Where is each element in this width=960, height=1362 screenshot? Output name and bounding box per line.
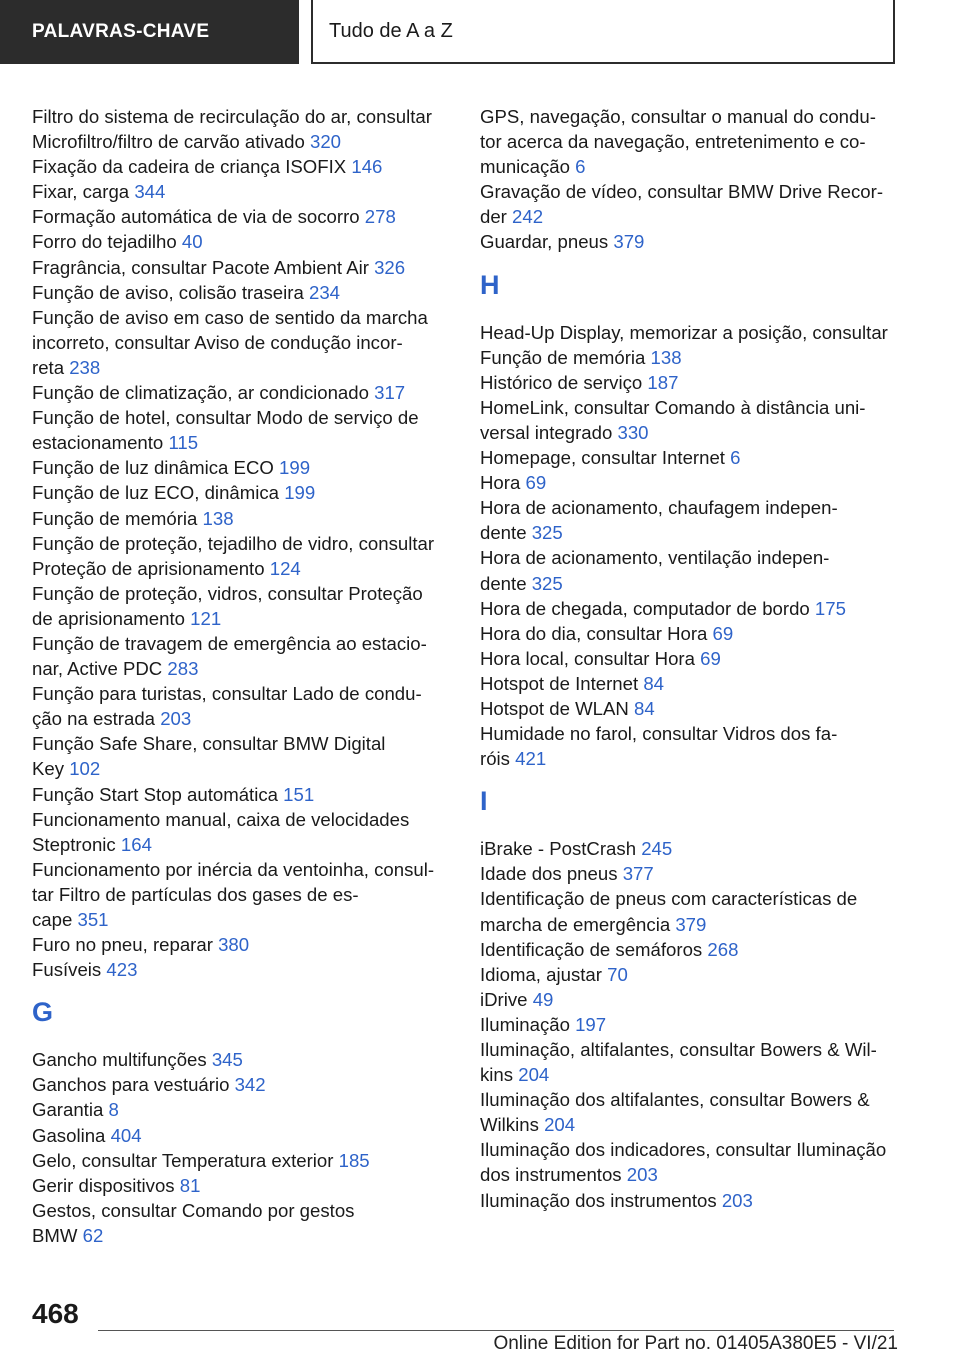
index-entry [32,581,450,631]
index-entry-term: Hora de acionamento, chaufagem indepen- [480,497,838,519]
index-entry-text [32,255,450,280]
index-entry-text [32,1123,450,1148]
index-entry [480,621,900,646]
page-reference-link[interactable]: 197 [575,1013,607,1035]
index-entry-term: iDrive [480,988,528,1010]
index-entry-text [32,606,450,631]
index-entry-text [480,345,900,370]
index-entry [32,807,450,857]
index-entry-text [480,1087,900,1112]
page-reference-link[interactable]: 421 [515,748,547,770]
index-entry [32,405,450,455]
index-entry-text [480,696,900,721]
index-entry-term: Funcionamento por inércia da ventoinha, consul- [32,858,435,880]
page-reference-link[interactable]: 49 [532,988,554,1010]
index-entry-text [32,907,450,932]
page-reference-link[interactable]: 6 [575,156,586,178]
index-entry [480,721,900,771]
index-entry-text [480,104,900,129]
index-entry-term: Hora do dia, consultar Hora [480,622,708,644]
index-entry [480,962,900,987]
index-entry-term: Gancho multifunções [32,1049,207,1071]
index-entry-text [32,1173,450,1198]
page-reference-link[interactable]: 234 [309,281,341,303]
index-entry-text [480,1137,900,1162]
index-entry-text [32,129,450,154]
index-entry-term: Iluminação dos instrumentos [480,1189,717,1211]
index-entry-term: Fixar, carga [32,181,130,203]
page-reference-link[interactable]: 138 [202,507,234,529]
index-column-right [480,104,900,1213]
index-entry [32,957,450,982]
page-reference-link[interactable]: 278 [364,206,396,228]
index-entry-text [480,912,900,937]
page-reference-link[interactable]: 203 [160,708,192,730]
index-entry [32,455,450,480]
index-entry-text [480,470,900,495]
index-entry-text [480,836,900,861]
index-entry-term: Função para turistas, consultar Lado de condu- [32,683,422,705]
index-entry [32,1047,450,1072]
index-entry-text [32,305,450,330]
index-entry-term: Gestos, consultar Comando por gestos [32,1199,355,1221]
index-entry-text [480,204,900,229]
index-entry-term: Iluminação, altifalantes, consultar Bowers & Wil- [480,1039,877,1060]
index-entry-text [480,420,900,445]
index-entry-term: Função de luz ECO, dinâmica [32,482,280,504]
index-entry-term: Gravação de vídeo, consultar BMW Drive Recor- [480,181,884,203]
index-entry [32,179,450,204]
index-entry-term: Gasolina [32,1124,106,1146]
page-reference-link[interactable]: 330 [617,421,649,443]
index-entry-term: Formação automática de via de socorro [32,206,360,228]
index-entry-term: ção na estrada [32,708,156,730]
index-entry-text [480,721,900,746]
page-reference-link[interactable]: 69 [712,622,734,644]
page-reference-link[interactable]: 175 [814,597,846,619]
index-entry-text [32,681,450,706]
index-column-left [32,104,450,1248]
index-entry-term: municação [480,156,570,178]
index-entry [32,1097,450,1122]
page-reference-link[interactable]: 187 [647,371,679,393]
index-entry-term: Hotspot de WLAN [480,697,629,719]
index-entry-text [480,129,900,154]
index-entry [32,1173,450,1198]
index-entry-text [480,154,900,179]
index-entry-term: Gelo, consultar Temperatura exterior [32,1149,334,1171]
page-reference-link[interactable]: 124 [269,557,301,579]
index-entry-term: incorreto, consultar Aviso de condução incor- [32,331,403,353]
index-entry [480,1037,900,1087]
index-entry [32,255,450,280]
index-entry-text [32,882,450,907]
index-entry-text [480,1112,900,1137]
index-entry-text [480,179,900,204]
section-title: Tudo de A a Z [311,0,895,64]
page-reference-link[interactable]: 121 [190,607,222,629]
index-entry-text [32,531,450,556]
index-entry-term: Iluminação dos indicadores, consultar Iluminação [480,1139,887,1161]
index-entry-text [480,746,900,771]
index-entry-text [480,445,900,470]
page-reference-link[interactable]: 379 [613,231,645,253]
page-reference-link[interactable]: 115 [168,432,199,454]
index-entry-term: de aprisionamento [32,607,185,629]
index-entry-text [480,962,900,987]
index-entry-term: Fusíveis [32,959,102,981]
index-entry-term: Hora [480,472,521,494]
index-entry-text [32,480,450,505]
index-entry-term: iBrake - PostCrash [480,838,637,860]
index-entry-text [480,1162,900,1187]
index-entry [480,987,900,1012]
index-entry-text [32,455,450,480]
index-entry-term: cape [32,909,73,930]
index-entry [32,1198,450,1248]
index-entry-term: Key [32,758,65,780]
page-reference-link[interactable]: 325 [531,572,563,594]
index-entry-term: der [480,206,507,228]
index-entry-text [32,631,450,656]
index-entry [480,1087,900,1137]
page-reference-link[interactable]: 245 [641,838,673,860]
index-entry-text [480,520,900,545]
index-entry [32,280,450,305]
index-entry-text [480,646,900,671]
index-entry-term: Steptronic [32,833,116,855]
index-entry-text [32,932,450,957]
index-entry-term: Função de luz dinâmica ECO [32,457,274,479]
index-entry-text [32,1223,450,1248]
index-entry [32,782,450,807]
page-reference-link[interactable]: 69 [700,647,721,669]
index-entry-term: Proteção de aprisionamento [32,557,265,579]
index-entry-text [32,782,450,807]
index-entry [480,104,900,179]
index-entry [32,380,450,405]
index-entry [32,506,450,531]
index-entry-text [32,656,450,681]
index-entry [480,370,900,395]
index-entry-term: estacionamento [32,432,164,454]
index-entry-term: BMW [32,1224,78,1246]
page-reference-link[interactable]: 62 [82,1224,104,1246]
index-entry-text [32,430,450,455]
page-reference-link[interactable]: 380 [218,934,250,956]
index-entry-term: Humidade no farol, consultar Vidros dos fa- [480,723,838,745]
index-entry-text [32,581,450,606]
page-reference-link[interactable]: 6 [730,447,741,469]
index-entry-term: Garantia [32,1099,104,1121]
index-entry-text [32,355,450,380]
index-entry-text [32,154,450,179]
page-reference-link[interactable]: 204 [544,1114,576,1136]
index-entry [480,937,900,962]
index-entry [32,480,450,505]
page-reference-link[interactable]: 102 [69,758,101,780]
page-reference-link[interactable]: 242 [512,206,544,228]
index-entry-term: Idioma, ajustar [480,963,602,985]
index-entry-term: Função de proteção, vidros, consultar Proteção [32,582,423,604]
index-entry-term: róis [480,748,510,770]
index-entry-text [480,395,900,420]
index-entry-text [32,1148,450,1173]
index-entry-text [32,857,450,882]
index-entry-text [480,1188,900,1213]
index-entry-term: Função de climatização, ar condicionado [32,382,369,404]
index-entry-text [32,104,450,129]
index-entry [480,320,900,370]
index-letter-heading: I [480,786,488,817]
index-entry-term: Função de memória [480,346,646,368]
index-entry-text [480,861,900,886]
index-entry-term: Homepage, consultar Internet [480,447,725,469]
index-entry [480,1137,900,1187]
index-entry [32,531,450,581]
index-entry-term: GPS, navegação, consultar o manual do condu- [480,106,876,127]
index-entry-term: HomeLink, consultar Comando à distância uni- [480,396,866,418]
index-entry-text [32,1072,450,1097]
index-entry [32,932,450,957]
index-entry-term: Funcionamento manual, caixa de velocidades [32,808,410,830]
index-entry [480,545,900,595]
index-entry-text [480,370,900,395]
index-entry [480,1188,900,1213]
index-entry-term: Microfiltro/filtro de carvão ativado [32,131,305,153]
index-entry-term: Filtro do sistema de recirculação do ar, consultar [32,106,432,127]
index-entry [32,1148,450,1173]
index-entry-term: Idade dos pneus [480,863,618,885]
index-entry-text [32,1097,450,1122]
index-entry-term: nar, Active PDC [32,658,163,680]
page-reference-link[interactable]: 138 [650,346,682,368]
page-reference-link[interactable]: 199 [279,457,311,479]
index-entry-term: dente [480,572,527,594]
page-reference-link[interactable]: 204 [518,1064,550,1086]
index-entry-term: Head-Up Display, memorizar a posição, consultar [480,321,888,343]
index-entry [480,696,900,721]
page-reference-link[interactable]: 164 [120,833,152,855]
index-entry-term: dente [480,522,527,544]
index-entry-term: Função de travagem de emergência ao estacio- [32,632,427,654]
index-entry [32,305,450,380]
page-reference-link[interactable]: 283 [167,658,199,680]
index-entry-text [32,957,450,982]
index-entry-text [480,1062,900,1087]
index-entry-text [32,1047,450,1072]
index-entry [480,861,900,886]
index-entry-term: Histórico de serviço [480,371,643,393]
index-entry-term: Furo no pneu, reparar [32,934,213,956]
index-entry [480,229,900,254]
page-reference-link[interactable]: 146 [351,156,383,178]
index-entry-term: Identificação de semáforos [480,938,703,960]
index-entry-term: Hotspot de Internet [480,672,639,694]
index-entry-text [32,731,450,756]
index-entry [480,445,900,470]
index-entry [480,470,900,495]
page-reference-link[interactable]: 377 [622,863,654,885]
index-entry-text [32,204,450,229]
index-entry-term: Função de aviso em caso de sentido da marcha [32,306,428,328]
index-entry-term: dos instrumentos [480,1164,622,1186]
index-entry [32,857,450,932]
index-entry [32,104,450,154]
page-reference-link[interactable]: 81 [179,1174,201,1196]
index-entry-text [480,1012,900,1037]
index-entry [32,1123,450,1148]
index-entry-term: versal integrado [480,421,613,443]
page-reference-link[interactable]: 423 [106,959,138,981]
index-entry [32,731,450,781]
index-entry-text [480,987,900,1012]
page-reference-link[interactable]: 203 [721,1189,753,1211]
index-entry-term: Hora de chegada, computador de bordo [480,597,810,619]
index-entry [480,179,900,229]
index-entry-term: Hora local, consultar Hora [480,647,695,669]
index-entry-text [480,671,900,696]
index-entry [480,836,900,861]
index-entry [480,495,900,545]
index-entry-text [480,545,900,570]
index-entry-term: Forro do tejadilho [32,231,177,253]
page-reference-link[interactable]: 344 [134,181,166,203]
page-reference-link[interactable]: 40 [181,231,203,253]
index-entry-text [32,179,450,204]
page-reference-link[interactable]: 203 [626,1164,658,1186]
page-number: 468 [32,1298,79,1329]
page-reference-link[interactable]: 151 [283,783,315,805]
index-entry-term: Função de hotel, consultar Modo de serviço de [32,407,419,429]
index-entry-text [32,706,450,731]
index-entry-term: Função de aviso, colisão traseira [32,281,304,303]
index-entry-term: Identificação de pneus com características de [480,888,858,910]
page-reference-link[interactable]: 70 [607,963,628,985]
index-entry-text [480,571,900,596]
index-entry-term: Iluminação [480,1013,570,1035]
index-entry-text [480,596,900,621]
index-entry-term: Função Safe Share, consultar BMW Digital [32,733,386,755]
index-entry-text [480,229,900,254]
index-entry-text [32,330,450,355]
page-reference-link[interactable]: 69 [525,472,547,494]
index-entry [32,204,450,229]
page-reference-link[interactable]: 199 [284,482,316,504]
index-entry [480,886,900,936]
index-entry-text [32,756,450,781]
page-reference-link[interactable]: 238 [69,356,101,378]
index-entry [480,596,900,621]
page-reference-link[interactable]: 379 [675,913,707,935]
index-entry-text [32,807,450,832]
index-entry [480,646,900,671]
page-reference-link[interactable]: 317 [374,382,406,404]
index-entry-term: Fixação da cadeira de criança ISOFIX [32,156,347,178]
page-reference-link[interactable]: 351 [77,909,109,930]
index-entry-text [32,832,450,857]
index-entry-text [480,495,900,520]
page-reference-link[interactable]: 320 [310,131,342,153]
index-entry-text [480,320,900,345]
index-entry [32,681,450,731]
index-entry-term: tar Filtro de partículas dos gases de es- [32,883,359,905]
index-entry-term: Função Start Stop automática [32,783,278,805]
index-entry [32,631,450,681]
page-reference-link[interactable]: 345 [211,1049,243,1071]
index-entry-term: kins [480,1064,514,1086]
index-entry-term: Hora de acionamento, ventilação indepen- [480,547,830,569]
index-entry-text [32,506,450,531]
index-entry-term: tor acerca da navegação, entretenimento e co- [480,131,866,153]
index-entry-text [480,1037,900,1062]
index-letter-heading: G [32,997,54,1028]
page-reference-link[interactable]: 84 [643,672,665,694]
page-reference-link[interactable]: 342 [234,1074,266,1096]
index-entry-term: Fragrância, consultar Pacote Ambient Air [32,256,369,278]
index-entry-text [32,1198,450,1223]
index-letter-heading: H [480,269,500,300]
index-entry [480,395,900,445]
index-entry-term: marcha de emergência [480,913,671,935]
index-entry [32,229,450,254]
page-reference-link[interactable]: 84 [634,697,655,719]
index-entry [480,671,900,696]
index-entry-text [480,937,900,962]
index-entry-term: Função de proteção, tejadilho de vidro, consultar [32,532,435,554]
index-entry-text [32,556,450,581]
index-entry-text [32,380,450,405]
index-entry-text [32,280,450,305]
index-entry-text [480,886,900,911]
page-reference-link[interactable]: 185 [338,1149,370,1171]
page-reference-link[interactable]: 326 [374,256,406,278]
edition-footer: Online Edition for Part no. 01405A380E5 - VI/21 [493,1333,898,1354]
index-entry-text [32,229,450,254]
chapter-tab: PALAVRAS-CHAVE [0,0,299,64]
index-entry-term: Wilkins [480,1114,539,1136]
index-entry-term: Função de memória [32,507,198,529]
index-entry-term: Ganchos para vestuário [32,1074,230,1096]
footer-divider [98,1330,894,1331]
page-reference-link[interactable]: 268 [707,938,739,960]
index-entry-term: Gerir dispositivos [32,1174,175,1196]
index-entry-term: Iluminação dos altifalantes, consultar Bowers & [480,1089,870,1111]
index-entry [32,1072,450,1097]
index-entry-term: Guardar, pneus [480,231,609,253]
index-entry [480,1012,900,1037]
page-header [0,0,960,66]
page-reference-link[interactable]: 8 [108,1099,119,1121]
index-entry [32,154,450,179]
index-entry-term: reta [32,356,65,378]
page-reference-link[interactable]: 404 [110,1124,142,1146]
index-entry-text [32,405,450,430]
page-reference-link[interactable]: 325 [531,522,563,544]
index-entry-text [480,621,900,646]
